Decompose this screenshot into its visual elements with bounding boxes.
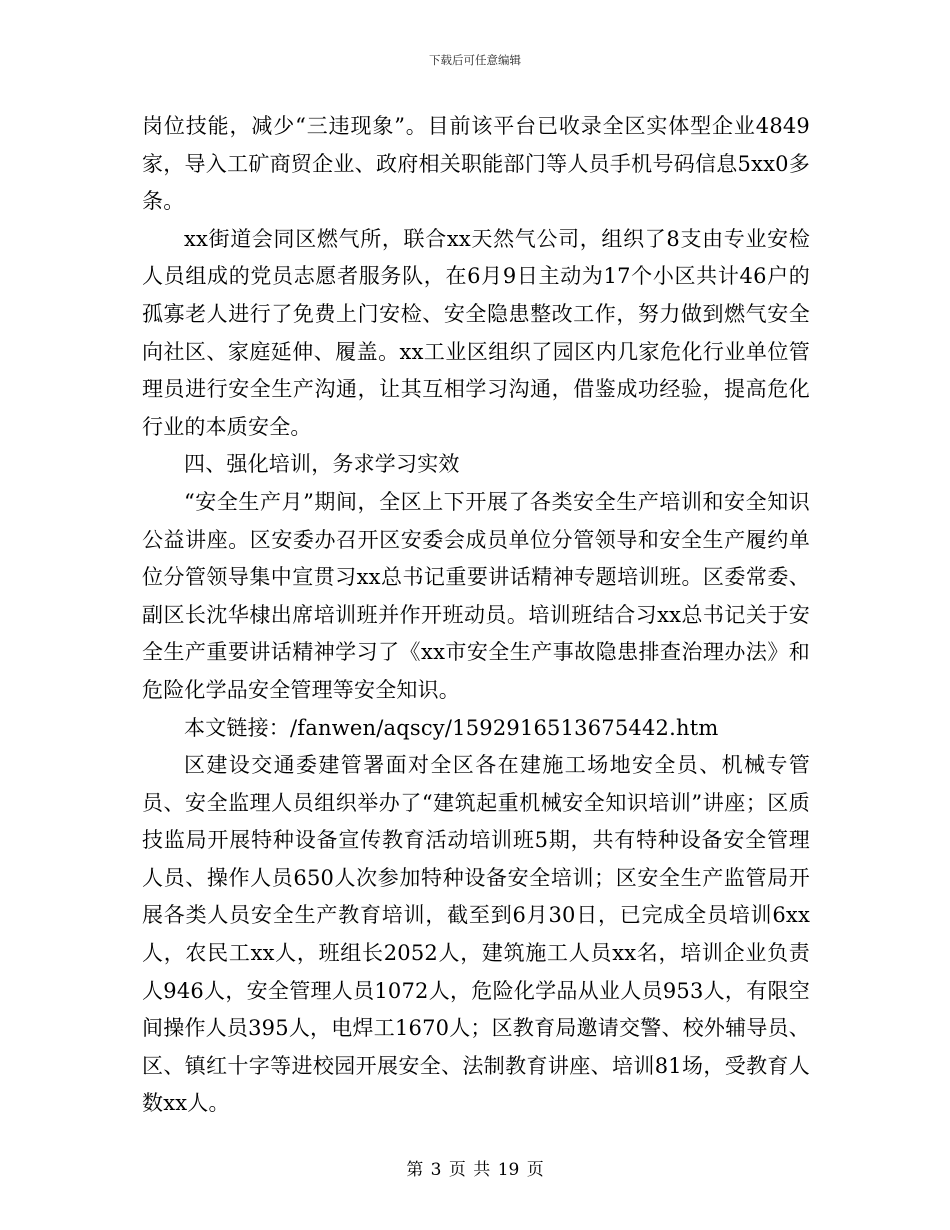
paragraph-safety-month: “安全生产月”期间，全区上下开展了各类安全生产培训和安全知识公益讲座。区安委办召开区安委会成员单位分管领导和安全生产履约单位分管领导集中宣贯习xx总书记重要讲话精神专题培训班。区委常委、副区长沈华棣出席培训班并作开班动员。培训班结合习xx总书记关于安全生产重要讲话精神学习了《xx市安全生产事故隐患排查治理办法》和危险化学品安全管理等安全知识。 — [142, 489, 810, 702]
page-header-note: 下载后可任意编辑 — [429, 53, 521, 67]
paragraph-gas-safety: xx街道会同区燃气所，联合xx天然气公司，组织了8支由专业安检人员组成的党员志愿者服务队，在6月9日主动为17个小区共计46户的孤寡老人进行了免费上门安检、安全隐患整改工作，努力做到燃气安全向社区、家庭延伸、履盖。xx工业区组织了园区内几家危化行业单位管理员进行安全生产沟通，让其互相学习沟通，借鉴成功经验，提高危化行业的本质安全。 — [142, 226, 810, 439]
paragraph-training-stats: 区建设交通委建管署面对全区各在建施工场地安全员、机械专管员、安全监理人员组织举办了“建筑起重机械安全知识培训”讲座；区质技监局开展特种设备宣传教育活动培训班5期，共有特种设备安全管理人员、操作人员650人次参加特种设备安全培训；区安全生产监管局开展各类人员安全生产教育培训，截至到6月30日，已完成全员培训6xx人，农民工xx人，班组长2052人，建筑施工人员xx名，培训企业负责人946人，安全管理人员1072人，危险化学品从业人员953人，有限空间操作人员395人，电焊工1670人；区教育局邀请交警、校外辅导员、区、镇红十字等进校园开展安全、法制教育讲座、培训81场，受教育人数xx人。 — [142, 753, 810, 1116]
paragraph-continuation: 岗位技能，减少“三违现象”。目前该平台已收录全区实体型企业4849家，导入工矿商贸企业、政府相关职能部门等人员手机号码信息5xx0多条。 — [142, 114, 810, 214]
article-link: 本文链接：/fanwen/aqscy/1592916513675442.htm — [184, 715, 719, 740]
document-body — [142, 108, 810, 1123]
section-heading-training: 四、强化培训，务求学习实效 — [184, 452, 460, 477]
page-number-footer: 第 3 页 共 19 页 — [406, 1160, 544, 1180]
